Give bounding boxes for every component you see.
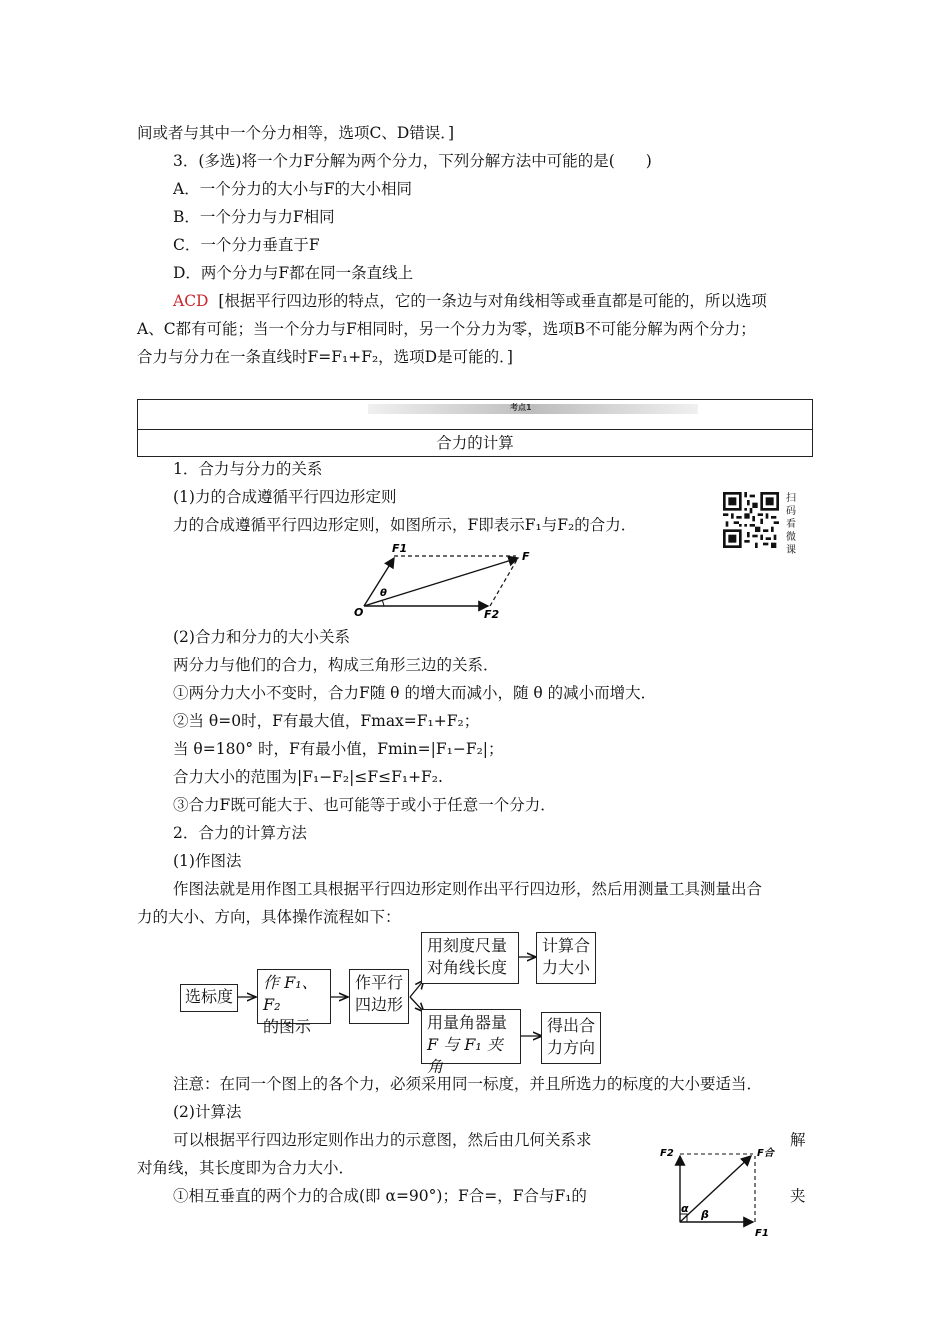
explanation-line-3: 合力与分力在一条直线时F=F₁+F₂，选项D是可能的．]	[137, 348, 513, 366]
resultant-vector	[364, 558, 518, 606]
subsection-heading: (2)计算法	[173, 1103, 242, 1121]
subsection-heading: (1)作图法	[173, 852, 242, 870]
topic-banner-row	[138, 400, 812, 430]
subsection-heading: (1)力的合成遵循平行四边形定则	[173, 488, 397, 506]
flow-label: 力方向	[547, 1038, 596, 1057]
paragraph: 两分力与他们的合力，构成三角形三边的关系．	[173, 656, 499, 674]
label-alpha: α	[681, 1202, 689, 1215]
label-f2: F2	[660, 1148, 674, 1159]
section-heading: 2．合力的计算方法	[173, 824, 307, 842]
bullet-2-cont: 当 θ=180° 时，F有最小值，Fmin=|F₁−F₂|；	[173, 740, 504, 758]
paragraph: 力的合成遵循平行四边形定则，如图所示，F即表示F₁与F₂的合力．	[173, 516, 637, 534]
label-f1: F1	[755, 1228, 769, 1239]
label-theta: θ	[380, 588, 387, 599]
label-beta: β	[701, 1208, 709, 1221]
paragraph-end: 解	[790, 1131, 806, 1149]
qr-caption: 扫码看微课	[786, 493, 796, 556]
flow-label: 四边形	[355, 995, 404, 1014]
option-c: C．一个分力垂直于F	[173, 236, 320, 254]
label-fhe: F合	[757, 1148, 774, 1159]
topic-tag: 考点1	[510, 403, 532, 412]
flow-label: 用刻度尺量	[427, 936, 508, 955]
paragraph: 可以根据平行四边形定则作出力的示意图，然后由几何关系求	[173, 1131, 592, 1149]
text-line: 间或者与其中一个分力相等，选项C、D错误．]	[137, 124, 455, 142]
section-heading: 1．合力与分力的关系	[173, 460, 323, 478]
flow-step-parallelogram	[349, 969, 409, 1024]
flow-label: 对角线长度	[427, 958, 508, 977]
flow-step-measure-length	[421, 932, 519, 984]
bullet-1: ①两分力大小不变时，合力F随 θ 的增大而减小，随 θ 的减小而增大．	[173, 684, 657, 702]
flow-step-direction	[541, 1012, 601, 1064]
resultant-vector	[680, 1156, 751, 1222]
label-f1: F1	[392, 542, 408, 555]
answer-label: ACD	[173, 292, 209, 310]
range-line: 合力大小的范围为|F₁−F₂|≤F≤F₁+F₂.	[173, 768, 443, 786]
perpendicular-forces-figure	[655, 1140, 775, 1240]
paragraph-cont: 对角线，其长度即为合力大小．	[137, 1159, 355, 1177]
option-d: D．两个分力与F都在同一条直线上	[173, 264, 414, 282]
paragraph-end: 夹	[790, 1187, 806, 1205]
flow-step-compute-magnitude	[536, 932, 596, 984]
flow-label: 得出合	[547, 1016, 596, 1035]
label-f: F	[522, 550, 530, 563]
flow-label: 作平行	[355, 973, 404, 992]
flow-step-draw-forces	[257, 969, 331, 1036]
label-f2: F2	[484, 608, 500, 621]
subsection-heading: (2)合力和分力的大小关系	[173, 628, 350, 646]
question-3: 3．(多选)将一个力F分解为两个分力，下列分解方法中可能的是( )	[173, 152, 652, 170]
option-a: A．一个分力的大小与F的大小相同	[173, 180, 412, 198]
bullet-1: ①相互垂直的两个力的合成(即 α=90°)；F合=，F合与F₁的	[173, 1187, 587, 1205]
note: 注意：在同一个图上的各个力，必须采用同一标度，并且所选力的标度的大小要适当．	[173, 1075, 763, 1093]
topic-box	[137, 399, 813, 457]
paragraph: 作图法就是用作图工具根据平行四边形定则作出平行四边形，然后用测量工具测量出合	[173, 880, 763, 898]
flow-label: 用量角器量	[427, 1013, 508, 1032]
flow-label: 计算合	[542, 936, 591, 955]
explanation-text: [根据平行四边形的特点，它的一条边与对角线相等或垂直都是可能的，所以选项	[218, 292, 767, 310]
paragraph-cont: 力的大小、方向，具体操作流程如下：	[137, 908, 401, 926]
option-b: B．一个分力与力F相同	[173, 208, 335, 226]
f1-vector	[364, 558, 394, 606]
topic-banner	[368, 404, 698, 414]
flow-label: 力大小	[542, 958, 591, 977]
flow-label: F 与 F₁ 夹角	[427, 1035, 503, 1076]
explanation-line-2: A、C都有可能；当一个分力与F相同时，另一个分力为零，选项B不可能分解为两个分力；	[137, 320, 756, 338]
answer-line	[173, 291, 767, 311]
flow-label: 作 F₁、F₂	[263, 973, 318, 1014]
topic-title: 合力的计算	[436, 434, 514, 452]
flow-step-scale	[180, 984, 238, 1012]
bullet-3: ③合力F既可能大于、也可能等于或小于任意一个分力．	[173, 796, 556, 814]
flow-step-measure-angle	[421, 1009, 521, 1076]
qr-code-icon[interactable]	[723, 492, 779, 548]
label-o: O	[354, 606, 364, 619]
parallelogram-figure	[340, 538, 540, 622]
flow-label: 的图示	[263, 1017, 312, 1036]
bullet-2: ②当 θ=0时，F有最大值，Fmax=F₁+F₂；	[173, 712, 480, 730]
flow-label: 选标度	[185, 987, 234, 1006]
